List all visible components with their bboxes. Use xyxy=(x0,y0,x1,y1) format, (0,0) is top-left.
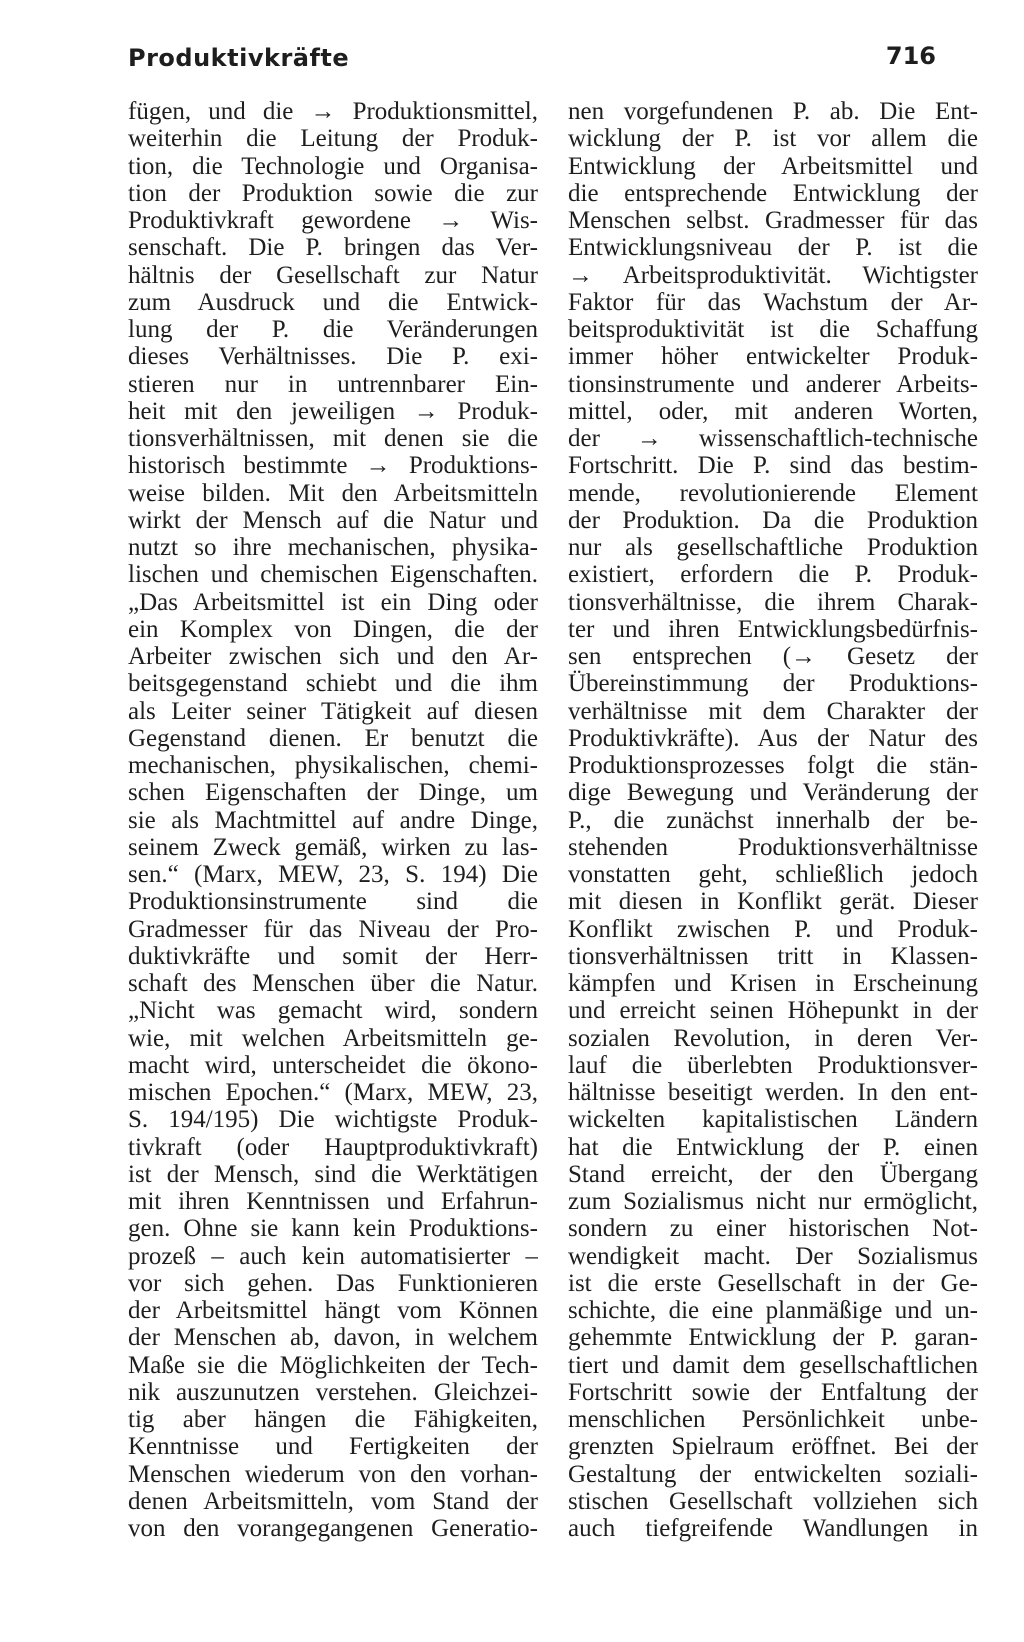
text-line: Entwicklung der Arbeitsmittel und xyxy=(568,152,978,180)
text-line: Kenntnisse und Fertigkeiten der xyxy=(128,1433,538,1461)
text-line: weiterhin die Leitung der Produk- xyxy=(128,125,538,153)
text-line: lischen und chemischen Eigenschaften. xyxy=(128,561,538,589)
text-line: „Das Arbeitsmittel ist ein Ding oder xyxy=(128,588,538,616)
text-line: existiert, erfordern die P. Produk- xyxy=(568,561,978,589)
text-line: hat die Entwicklung der P. einen xyxy=(568,1133,978,1161)
text-line: Gradmesser für das Niveau der Pro- xyxy=(128,915,538,943)
text-line: hältnisse beseitigt werden. In den ent- xyxy=(568,1079,978,1106)
page-number: 716 xyxy=(885,42,936,70)
text-line: tionsverhältnissen tritt in Klassen- xyxy=(568,942,978,970)
text-line: Menschen selbst. Gradmesser für das xyxy=(568,207,978,234)
text-line: prozeß – auch kein automatisierter – xyxy=(128,1242,538,1270)
text-line: tion der Produktion sowie die zur xyxy=(128,179,538,207)
text-line: ist der Mensch, sind die Werktätigen xyxy=(128,1160,538,1188)
text-line: tionsverhältnissen, mit denen sie die xyxy=(128,425,538,452)
text-line: Konflikt zwischen P. und Produk- xyxy=(568,915,978,943)
text-line: dige Bewegung und Veränderung der xyxy=(568,779,978,807)
text-line: verhältnisse mit dem Charakter der xyxy=(568,697,978,725)
text-line: gen. Ohne sie kann kein Produktions- xyxy=(128,1215,538,1243)
text-line: stischen Gesellschaft vollziehen sich xyxy=(568,1487,978,1515)
text-line: der → wissenschaftlich-technische xyxy=(568,425,978,452)
text-line: Entwicklungsniveau der P. ist die xyxy=(568,234,978,262)
text-line: lung der P. die Veränderungen xyxy=(128,316,538,343)
text-line: ter und ihren Entwicklungsbedürfnis- xyxy=(568,615,978,643)
text-line: Stand erreicht, der den Übergang xyxy=(568,1160,978,1188)
text-line: nutzt so ihre mechanischen, physika- xyxy=(128,534,538,561)
text-line: schichte, die eine planmäßige und un- xyxy=(568,1297,978,1324)
text-line: vor sich gehen. Das Funktionieren xyxy=(128,1269,538,1297)
text-line: beitsgegenstand schiebt und die ihm xyxy=(128,670,538,698)
text-line: mit ihren Kenntnissen und Erfahrun- xyxy=(128,1188,538,1215)
text-line: zum Sozialismus nicht nur ermöglicht, xyxy=(568,1188,978,1215)
text-line: Maße sie die Möglichkeiten der Tech- xyxy=(128,1351,538,1379)
text-line: sondern zu einer historischen Not- xyxy=(568,1215,978,1243)
text-line: Fortschritt. Die P. sind das bestim- xyxy=(568,452,978,480)
text-line: Fortschritt sowie der Entfaltung der xyxy=(568,1378,978,1406)
text-line: und erreicht seinen Höhepunkt in der xyxy=(568,997,978,1025)
text-line: sen entsprechen (→ Gesetz der xyxy=(568,643,978,670)
text-line: schen Eigenschaften der Dinge, um xyxy=(128,779,538,807)
text-line: S. 194/195) Die wichtigste Produk- xyxy=(128,1106,538,1134)
text-line: Übereinstimmung der Produktions- xyxy=(568,670,978,698)
text-line: sie als Machtmittel auf andre Dinge, xyxy=(128,806,538,834)
text-line: von den vorangegangenen Generatio- xyxy=(128,1515,538,1542)
text-line: Produktivkraft gewordene → Wis- xyxy=(128,207,538,234)
text-line: nen vorgefundenen P. ab. Die Ent- xyxy=(568,98,978,125)
text-line: Menschen wiederum von den vorhan- xyxy=(128,1460,538,1488)
text-line: schaft des Menschen über die Natur. xyxy=(128,970,538,997)
text-line: tionsverhältnisse, die ihrem Charak- xyxy=(568,588,978,616)
text-line: ein Komplex von Dingen, die der xyxy=(128,615,538,643)
text-line: wickelten kapitalistischen Ländern xyxy=(568,1106,978,1134)
text-line: Produktionsinstrumente sind die xyxy=(128,888,538,916)
text-line: tivkraft (oder Hauptproduktivkraft) xyxy=(128,1133,538,1161)
text-column-left xyxy=(128,98,538,1542)
text-line: die entsprechende Entwicklung der xyxy=(568,179,978,207)
running-head xyxy=(0,44,1024,84)
text-line: denen Arbeitsmitteln, vom Stand der xyxy=(128,1487,538,1515)
text-line: seinem Zweck gemäß, wirken zu las- xyxy=(128,833,538,861)
text-line: macht wird, unterscheidet die ökono- xyxy=(128,1051,538,1079)
text-line: stehenden Produktionsverhältnisse xyxy=(568,833,978,861)
text-line: mende, revolutionierende Element xyxy=(568,479,978,507)
text-line: menschlichen Persönlichkeit unbe- xyxy=(568,1406,978,1433)
text-line: duktivkräfte und somit der Herr- xyxy=(128,942,538,970)
text-line: Faktor für das Wachstum der Ar- xyxy=(568,288,978,316)
text-line: → Arbeitsproduktivität. Wichtigster xyxy=(568,261,978,289)
text-line: auch tiefgreifende Wandlungen in xyxy=(568,1515,978,1542)
text-line: hältnis der Gesellschaft zur Natur xyxy=(128,261,538,289)
text-line: tion, die Technologie und Organisa- xyxy=(128,152,538,180)
text-line: nur als gesellschaftliche Produktion xyxy=(568,534,978,561)
text-line: immer höher entwickelter Produk- xyxy=(568,343,978,371)
text-line: der Arbeitsmittel hängt vom Können xyxy=(128,1297,538,1324)
text-line: vonstatten geht, schließlich jedoch xyxy=(568,861,978,888)
text-line: der Menschen ab, davon, in welchem xyxy=(128,1324,538,1352)
text-line: P., die zunächst innerhalb der be- xyxy=(568,806,978,834)
text-line: beitsproduktivität ist die Schaffung xyxy=(568,316,978,343)
text-line: als Leiter seiner Tätigkeit auf diesen xyxy=(128,697,538,725)
text-line: Produktionsprozesses folgt die stän- xyxy=(568,752,978,779)
text-line: senschaft. Die P. bringen das Ver- xyxy=(128,234,538,262)
text-line: fügen, und die → Produktionsmittel, xyxy=(128,98,538,125)
text-line: tig aber hängen die Fähigkeiten, xyxy=(128,1406,538,1433)
text-line: sen.“ (Marx, MEW, 23, S. 194) Die xyxy=(128,861,538,888)
text-line: weise bilden. Mit den Arbeitsmitteln xyxy=(128,479,538,507)
text-line: wie, mit welchen Arbeitsmitteln ge- xyxy=(128,1024,538,1052)
text-line: gehemmte Entwicklung der P. garan- xyxy=(568,1324,978,1352)
text-line: wirkt der Mensch auf die Natur und xyxy=(128,506,538,534)
text-line: zum Ausdruck und die Entwick- xyxy=(128,288,538,316)
text-line: Arbeiter zwischen sich und den Ar- xyxy=(128,643,538,670)
text-line: Gegenstand dienen. Er benutzt die xyxy=(128,724,538,752)
text-line: mit diesen in Konflikt gerät. Dieser xyxy=(568,888,978,916)
text-line: mischen Epochen.“ (Marx, MEW, 23, xyxy=(128,1079,538,1106)
text-line: Produktivkräfte). Aus der Natur des xyxy=(568,724,978,752)
text-line: ist die erste Gesellschaft in der Ge- xyxy=(568,1269,978,1297)
text-line: Gestaltung der entwickelten soziali- xyxy=(568,1460,978,1488)
text-line: „Nicht was gemacht wird, sondern xyxy=(128,997,538,1025)
text-line: mechanischen, physikalischen, chemi- xyxy=(128,752,538,779)
text-line: grenzten Spielraum eröffnet. Bei der xyxy=(568,1433,978,1461)
text-line: heit mit den jeweiligen → Produk- xyxy=(128,397,538,425)
text-line: lauf die überlebten Produktionsver- xyxy=(568,1051,978,1079)
text-line: tionsinstrumente und anderer Arbeits- xyxy=(568,370,978,398)
text-line: stieren nur in untrennbarer Ein- xyxy=(128,370,538,398)
text-line: mittel, oder, mit anderen Worten, xyxy=(568,397,978,425)
text-line: der Produktion. Da die Produktion xyxy=(568,506,978,534)
text-line: sozialen Revolution, in deren Ver- xyxy=(568,1024,978,1052)
text-line: tiert und damit dem gesellschaftlichen xyxy=(568,1351,978,1379)
text-line: nik auszunutzen verstehen. Gleichzei- xyxy=(128,1378,538,1406)
text-line: kämpfen und Krisen in Erscheinung xyxy=(568,970,978,997)
text-line: historisch bestimmte → Produktions- xyxy=(128,452,538,480)
running-head-title: Produktivkräfte xyxy=(128,44,350,72)
text-line: wendigkeit macht. Der Sozialismus xyxy=(568,1242,978,1270)
text-column-right xyxy=(568,98,978,1542)
text-line: dieses Verhältnisses. Die P. exi- xyxy=(128,343,538,371)
text-line: wicklung der P. ist vor allem die xyxy=(568,125,978,153)
